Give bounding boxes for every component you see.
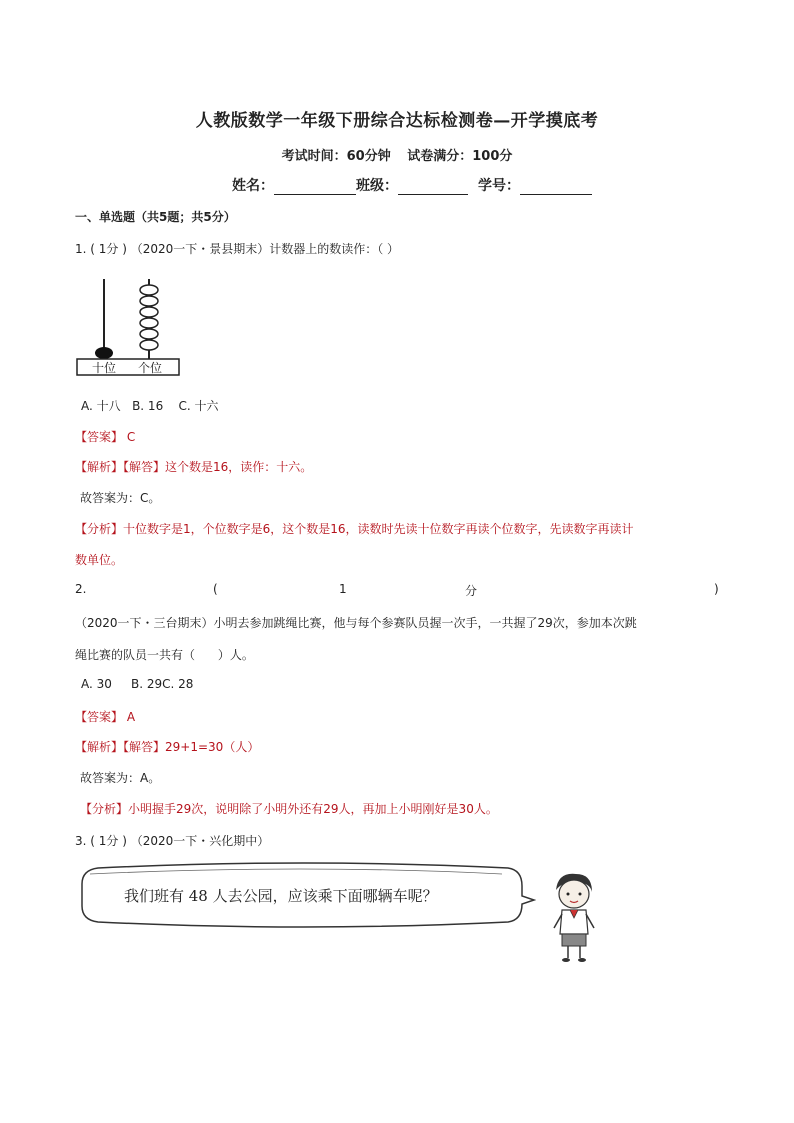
q2-number: 2. — [75, 582, 87, 596]
analysis-tag: 【解析】 — [75, 740, 124, 754]
q1-conclusion: 故答案为：C。 — [80, 491, 161, 505]
ones-bead — [140, 329, 158, 339]
page-title: 人教版数学一年级下册综合达标检测卷—开学摸底考 — [195, 111, 599, 131]
answer-tag: 【答案】 — [75, 430, 124, 444]
q1-answer — [75, 428, 135, 445]
q1-analysis — [75, 458, 312, 475]
q2-analysis — [75, 738, 259, 755]
reason-tag: 【分析】 — [75, 522, 124, 536]
q2-reason — [80, 800, 498, 817]
exam-time: 考试时间：60分钟 — [281, 149, 391, 164]
boy-eye — [579, 893, 582, 896]
ones-label: 个位 — [138, 361, 163, 375]
ones-bead — [140, 296, 158, 306]
boy-illustration — [540, 870, 604, 966]
reason-text: 小明握手29次，说明除了小明外还有29人，再加上小明刚好是30人。 — [128, 802, 498, 816]
q2-answer — [75, 708, 135, 725]
q2-paren-close: ) — [714, 582, 719, 596]
answer-tag: 【答案】 — [75, 710, 124, 724]
boy-shoe — [562, 958, 570, 962]
exam-meta — [0, 145, 794, 164]
student-info — [232, 175, 592, 195]
q2-options: A. 30 B. 29C. 28 — [81, 677, 194, 691]
q2-conclusion: 故答案为：A。 — [80, 771, 161, 785]
boy-shorts — [562, 934, 586, 946]
boy-eye — [567, 893, 570, 896]
q1-stem: 1. ( 1分 ) （2020一下・景县期末）计数器上的数读作：（ ） — [75, 242, 400, 256]
boy-face — [559, 880, 589, 908]
tens-label: 十位 — [92, 361, 117, 375]
bubble-text: 我们班有 48 人去公园，应该乘下面哪辆车呢？ — [124, 887, 438, 905]
section-heading: 一、单选题（共5题；共5分） — [75, 210, 236, 224]
full-score: 试卷满分：100分 — [407, 149, 513, 164]
q3-stem: 3. ( 1分 ) （2020一下・兴化期中） — [75, 834, 270, 848]
solve-tag: 【解答】 — [123, 460, 166, 474]
tens-bead — [95, 347, 113, 359]
reason-tag: 【分析】 — [80, 802, 129, 816]
class-label: 班级： — [356, 178, 398, 194]
q2-stem-cont: 绳比赛的队员一共有（ ）人。 — [75, 648, 254, 662]
analysis-tag: 【解析】 — [75, 460, 124, 474]
answer-value: A — [126, 710, 136, 724]
name-label: 姓名： — [232, 178, 274, 194]
q2-stem: （2020一下・三台期末）小明去参加跳绳比赛，他与每个参赛队员握一次手，一共握了29次，参加本次跳 — [75, 616, 637, 630]
q2-score-unit: 分 — [465, 584, 478, 598]
q1-reason-cont: 数单位。 — [75, 553, 124, 567]
name-blank[interactable] — [274, 179, 356, 195]
id-blank[interactable] — [520, 179, 592, 195]
ones-bead — [140, 285, 158, 295]
q2-score: 1 — [339, 582, 347, 596]
analysis-text: 这个数是16，读作：十六。 — [165, 460, 313, 474]
ones-bead — [140, 340, 158, 350]
q1-options: A. 十八 B. 16 C. 十六 — [81, 399, 219, 413]
solve-tag: 【解答】 — [123, 740, 166, 754]
answer-value: C — [126, 430, 136, 444]
class-blank[interactable] — [398, 179, 468, 195]
id-label: 学号： — [478, 178, 520, 194]
reason-text: 十位数字是1，个位数字是6，这个数是16，读数时先读十位数字再读个位数字，先读数字再读计 — [123, 522, 634, 536]
q1-reason — [75, 520, 634, 537]
ones-bead — [140, 318, 158, 328]
boy-shoe — [578, 958, 586, 962]
analysis-text: 29+1=30（人） — [165, 740, 260, 754]
q2-paren-open: ( — [213, 582, 218, 596]
abacus-figure — [76, 277, 182, 377]
ones-bead — [140, 307, 158, 317]
